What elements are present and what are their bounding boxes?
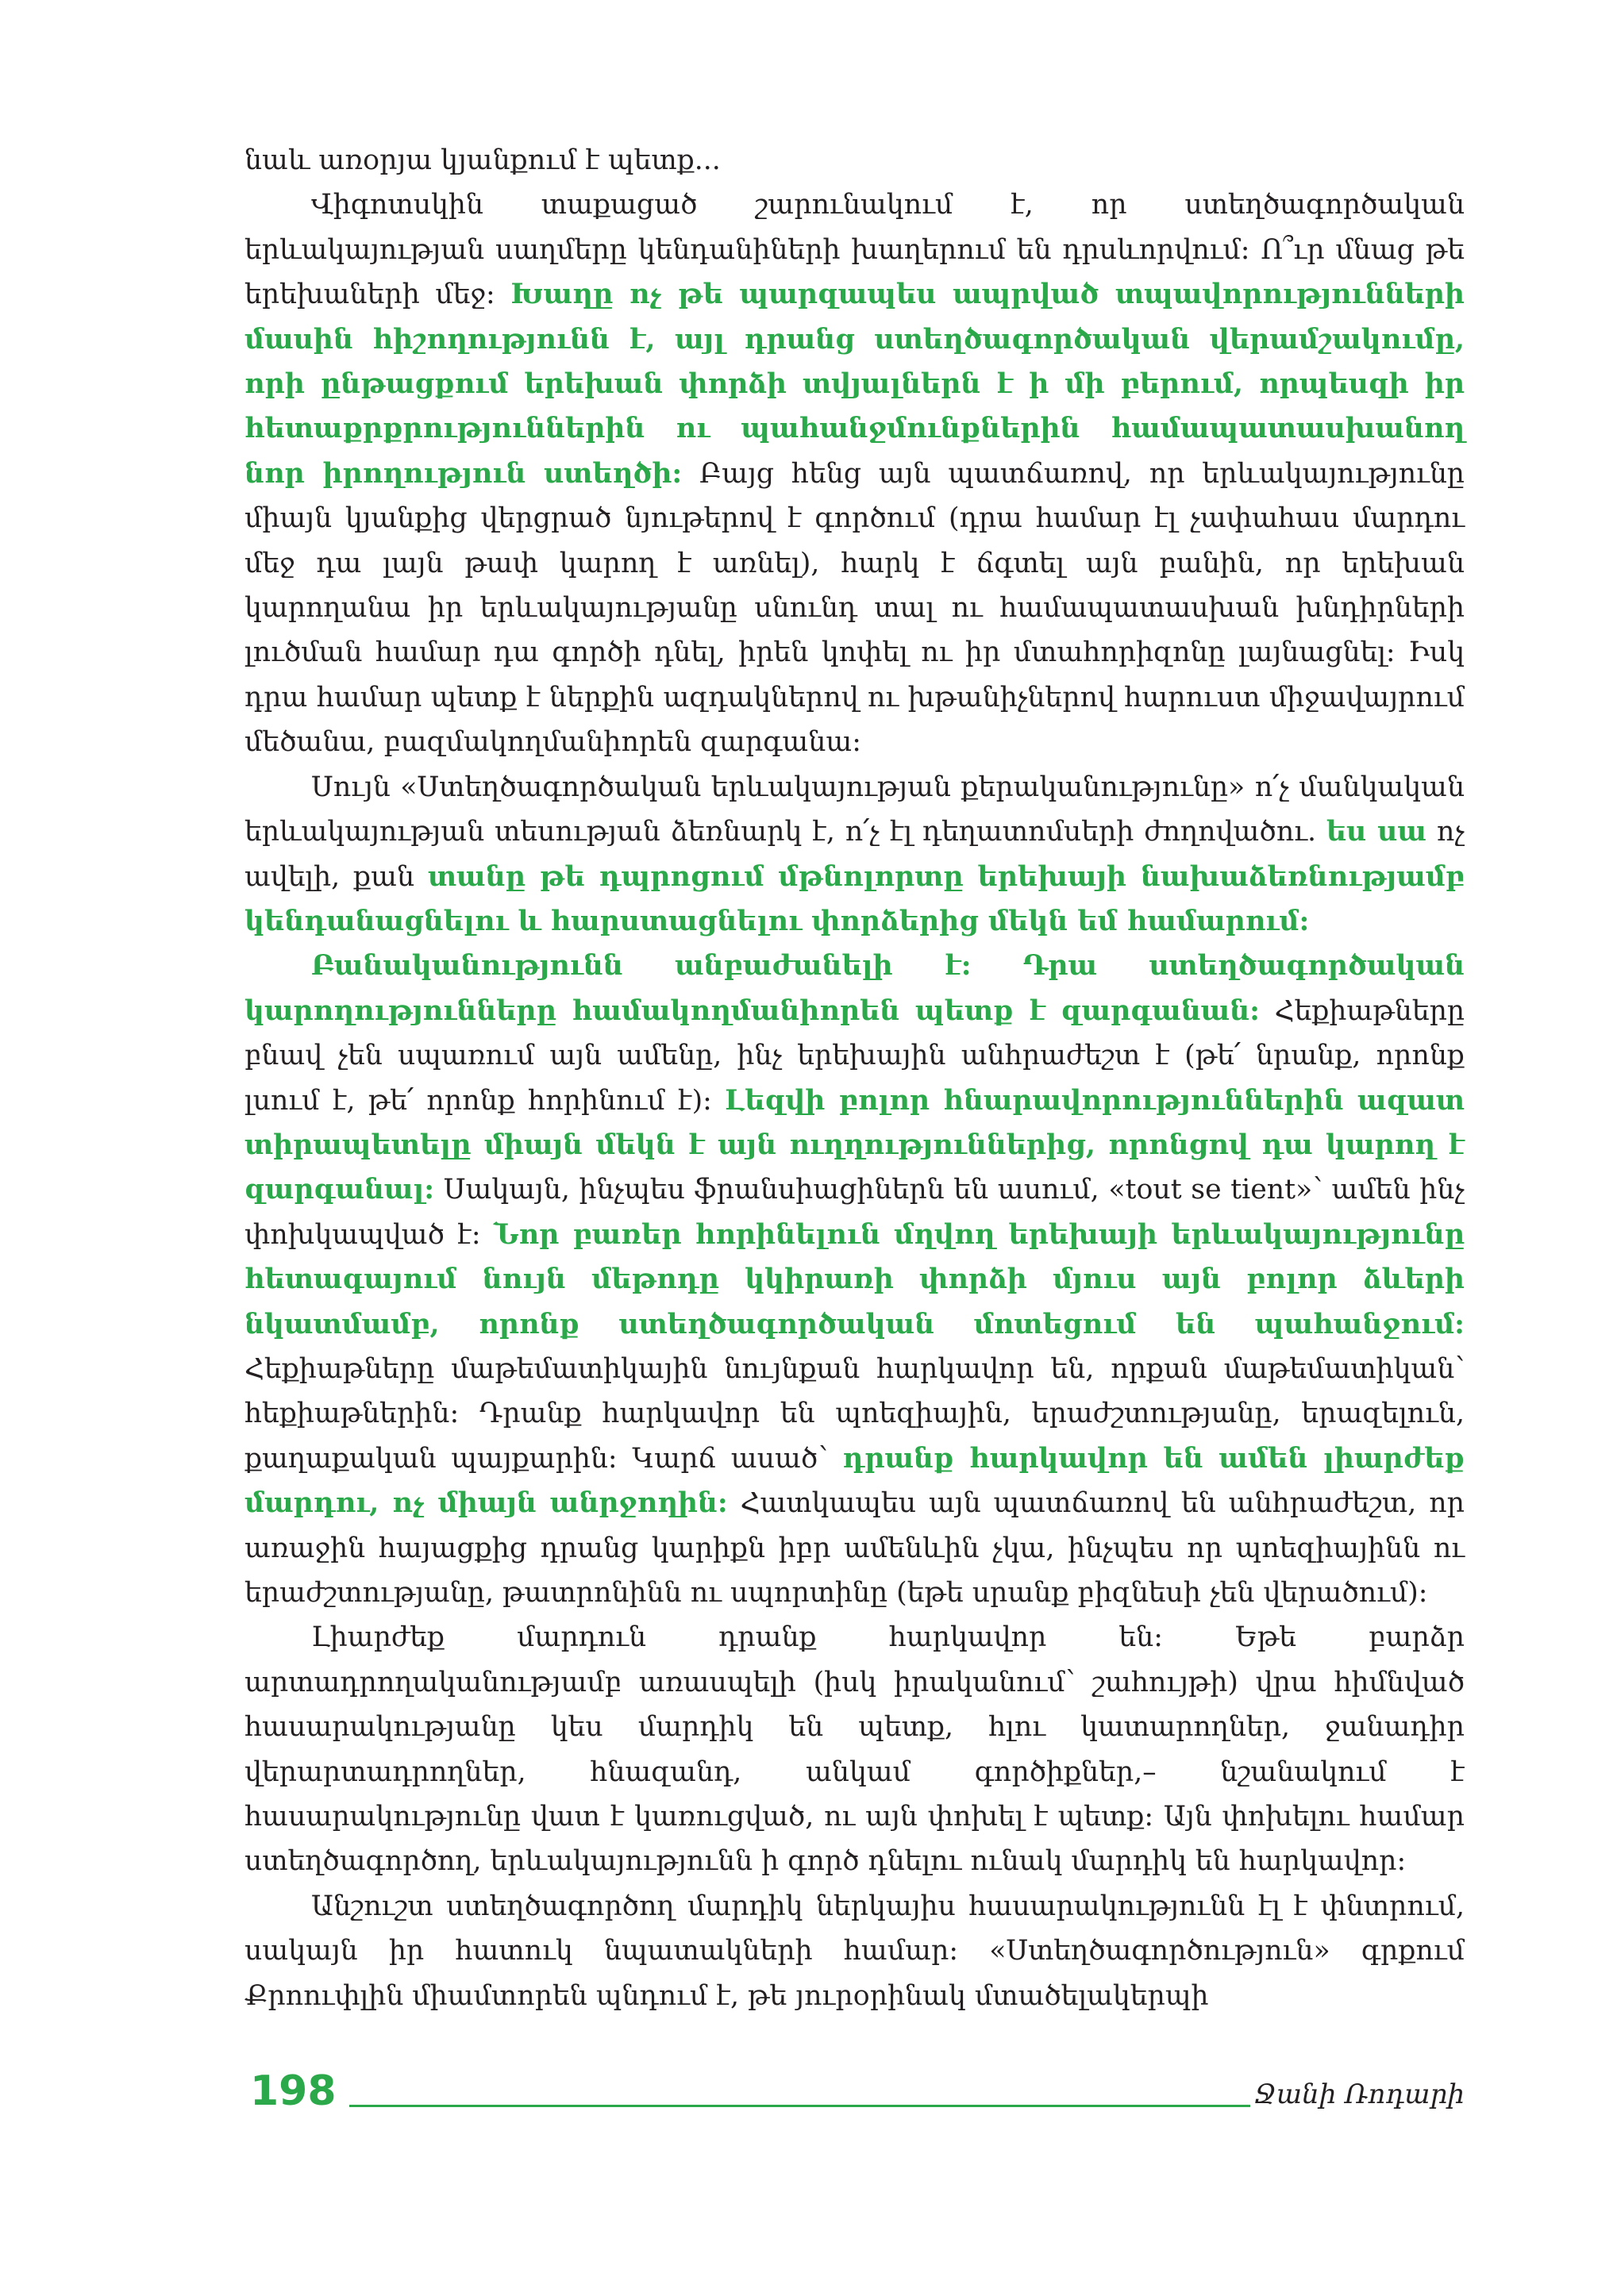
- text-run: Վիգոտսկին տաքացած շարունակում է, որ ստեղծագործական երևակայության սաղմերը կենդանիների խաղերում են դրսևորվում: Ո՞ւր մնաց թե երեխաների մեջ:: [244, 189, 1465, 311]
- text-run: Բայց հենց այն պատճառով, որ երևակայությունը միայն կյանքից վերցրած նյութերով է գործում (դրա համար էլ չափահաս մարդու մեջ դա լայն թափ կարող է առնել), հարկ է ճգտել այն բանին, որ երեխան կարողանա իր երևակայությանը սնունդ տալ ու համապատասխան խնդիրների լուծման համար դա գործի դնել, իրեն կոփել ու իր մտահորիզոնը լայնացնել: Իսկ դրա համար պետք է ներքին ազդակներով ու խթանիչներով հարուստ միջավայրում մեծանա, բազմակողմանիորեն զարգանա:: [244, 457, 1465, 759]
- highlighted-text-run: Լեզվի բոլոր հնարավորություններին ազատ տիրապետելը միայն մեկն է այն ուղղություններից, որոնցով դա կարող է զարգանալ:: [244, 1083, 1465, 1206]
- highlighted-text-run: Բանականությունն անբաժանելի է: Դրա ստեղծագործական կարողությունները համակողմանիորեն պետք է զարգանան:: [244, 949, 1465, 1027]
- text-run: Անշուշտ ստեղծագործող մարդիկ ներկայիս հասարակությունն էլ է փնտրում, սակայն իր հատուկ նպատակների համար: «Ստեղծագործություն» գրքում Քրոուփլին միամտորեն պնդում է, թե յուրօրինակ մտածելակերպի: [244, 1890, 1465, 2012]
- paragraph: [244, 138, 1465, 183]
- text-run: Հատկապես այն պատճառով են անհրաժեշտ, որ առաջին հայացքից դրանց կարիքն իբր ամենևին չկա, ինչպես որ պոեզիայինն ու երաժշտությանը, թատրոնինն ու սպորտինը (եթե սրանք բիզնեսի չեն վերածում):: [244, 1487, 1465, 1609]
- highlighted-text-run: տանը թե դպրոցում մթնոլորտը երեխայի նախաձեռնությամբ կենդանացնելու և հարստացնելու փորձերից մեկն եմ համարում:: [244, 860, 1465, 937]
- highlighted-text-run: Խաղը ոչ թե պարզապես ապրված տպավորությունների մասին հիշողությունն է, այլ դրանց ստեղծագործական վերամշակումը, որի ընթացքում երեխան փորձի տվյալներն է ի մի բերում, որպեսզի իր հետաքրքրություններին ու պահանջմունքներին համապատասխանող նոր իրողություն ստեղծի:: [244, 278, 1465, 490]
- page-number: 198: [250, 2067, 337, 2115]
- paragraph: [244, 183, 1465, 764]
- text-run: Սույն «Ստեղծագործական երևակայության քերականությունը» ո՛չ մանկական երևակայության տեսության ձեռնարկ է, ո՛չ էլ դեղատոմսերի ժողովածու.: [244, 771, 1465, 848]
- footer-rule: [349, 2105, 1250, 2107]
- page-footer: [250, 2067, 1465, 2123]
- paragraph: [244, 765, 1465, 944]
- paragraph: [244, 944, 1465, 1615]
- highlighted-text-run: դրանք հարկավոր են ամեն լիարժեք մարդու, ոչ միայն անրջողին:: [244, 1441, 1465, 1520]
- highlighted-text-run: ես սա: [1326, 815, 1426, 848]
- running-author: Ջանի Ռոդարի: [1253, 2079, 1465, 2110]
- text-run: Լիարժեք մարդուն դրանք հարկավոր են: Եթե բարձր արտադրողականությամբ առասպելի (իսկ իրականում՝ շահույթի) վրա հիմնված հասարակությանը կես մարդիկ են պետք, հլու կատարողներ, ջանադիր վերարտադրողներ, հնազանդ, անկամ գործիքներ,– նշանակում է հասարակությունը վատ է կառուցված, ու այն փոխել է պետք: Այն փոխելու համար ստեղծագործող, երևակայությունն ի գործ դնելու ունակ մարդիկ են հարկավոր:: [244, 1621, 1465, 1878]
- text-run: Հեքիաթները մաթեմատիկային նույնքան հարկավոր են, որքան մաթեմատիկան՝ հեքիաթներին: Դրանք հարկավոր են պոեզիային, երաժշտությանը, երազելուն, քաղաքական պայքարին: Կարճ ասած՝: [244, 1352, 1465, 1475]
- text-run: Սակայն, ինչպես ֆրանսիացիներն են ասում, «tout se tient»՝ ամեն ինչ փոխկապված է:: [244, 1174, 1465, 1251]
- body-text: [244, 138, 1465, 2018]
- paragraph: [244, 1884, 1465, 2018]
- paragraph: [244, 1615, 1465, 1883]
- text-run: Հեքիաթները բնավ չեն սպառում այն ամենը, ինչ երեխային անհրաժեշտ է (թե՛ նրանք, որոնք լսում է, թե՛ որոնք հորինում է):: [244, 994, 1465, 1117]
- text-run: նաև առօրյա կյանքում է պետք...: [244, 144, 721, 176]
- highlighted-text-run: Նոր բառեր հորինելուն մղվող երեխայի երևակայությունը հետագայում նույն մեթոդը կկիրառի փորձի մյուս այն բոլոր ձևերի նկատմամբ, որոնք ստեղծագործական մոտեցում են պահանջում:: [244, 1217, 1465, 1340]
- text-run: ոչ ավելի, քան: [244, 816, 1465, 893]
